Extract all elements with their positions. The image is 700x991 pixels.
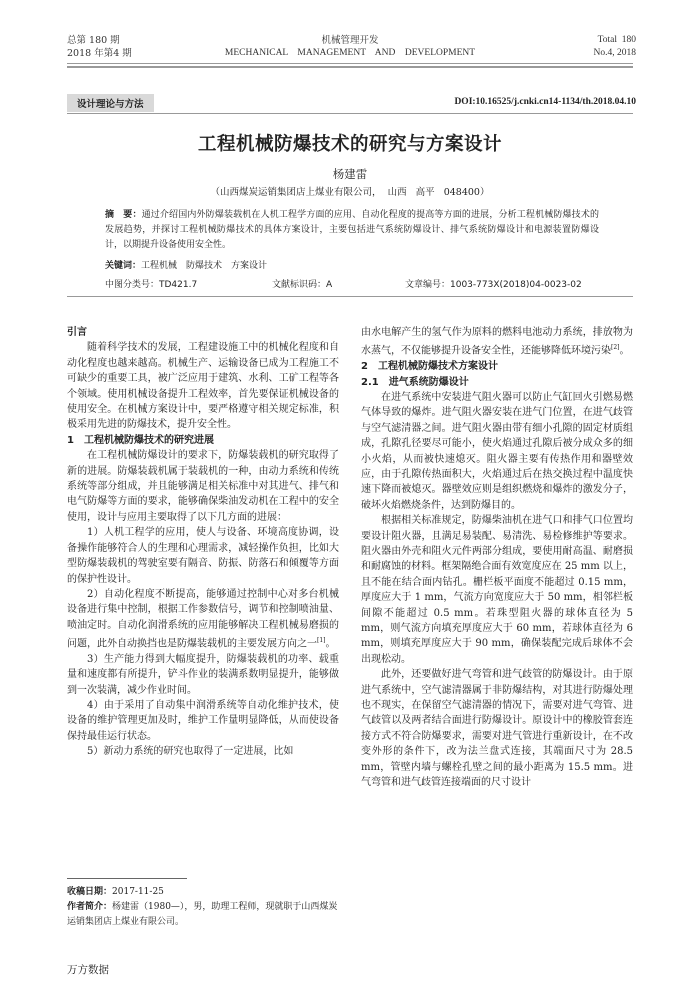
header-total <box>594 34 637 60</box>
list-item-2-end: 。 <box>325 638 336 650</box>
author-bio-text: 杨建雷（1980—），男，助理工程师，现就职于山西煤炭运销集团店上煤业有限公司。 <box>67 902 338 927</box>
section-tag: 设计理论与方法 <box>67 94 154 112</box>
wanfang-watermark: 万方数据 <box>67 964 109 976</box>
section2-1-heading: 2.1 进气系统防爆设计 <box>361 376 469 388</box>
list-item-4: 4）由于采用了自动集中润滑系统等自动化维护技术，使设备的维护管理更加及时，维护工作量明显降低，从而使设备保持最佳运行状态。 <box>67 700 339 742</box>
header-journal-en: MECHANICAL MANAGEMENT AND DEVELOPMENT <box>224 48 476 58</box>
abstract-label: 摘 要： <box>105 210 142 220</box>
received-value: 2017-11-25 <box>112 887 164 897</box>
received-label: 收稿日期： <box>67 887 113 897</box>
article-author: 杨建雷 <box>332 167 368 181</box>
author-bio-label: 作者简介： <box>67 902 113 912</box>
intake-paragraph-3: 此外，还要做好进气弯管和进气歧管的防爆设计。由于原进气系统中，空气滤清器属于非防爆结构，对其进行防爆处理也不现实，在保留空气滤清器的情况下，需要对进气弯管、进气歧管以及两者结合面进行防爆设计。原设计中的橡胶管套连接方式不符合防爆要求，需要对进气管进行重新设计，在不改变外形的条件下，改为法兰盘式连接，其端面尺寸为 28.5 mm，管壁内墙与螺栓孔壁之间的最小距离为 15.5 mm。进气弯管和进气歧管连接端面的尺寸设计 <box>361 669 633 789</box>
abstract-text: 通过介绍国内外防爆装载机在人机工程学方面的应用、自动化程度的提高等方面的进展，分析工程机械防爆技术的发展趋势，并探讨工程机械防爆技术的具体方案设计，主要包括进气系统防爆设计、排气系统防爆设计和电源装置防爆设计，以期提升设备使用安全性。 <box>105 210 599 250</box>
header-right-line1: Total 180 <box>597 35 636 45</box>
continuation-text: 由水电解产生的氢气作为原料的燃料电池动力系统，排放物为水蒸气，不仅能够提升设备安全性，还能够降低环境污染 <box>361 327 633 357</box>
header-rule-top <box>67 63 633 64</box>
intake-paragraph-1: 在进气系统中安装进气阻火器可以防止气缸回火引燃易燃气体导致的爆炸。进气阻火器安装在进气门位置，在进气歧管与空气滤清器之间。进气阻火器由带有细小孔隙的固定材质组成，孔隙孔径要尽可能小，使火焰通过孔隙后被分成众多的细小火焰，从而被快速熄灭。阻火器主要有传热作用和器壁效应，由于孔隙传热面积大，火焰通过后在热交换过程中温度快速下降而被熄灭。器壁效应则是组织燃烧和爆炸的激发分子，破坏火焰燃烧条件，达到防爆目的。 <box>361 391 633 511</box>
intake-paragraph-2: 根据相关标准规定，防爆柴油机在进气口和排气口位置均要设计阻火器，且满足易装配、易清洗、易检修维护等要求。阻火器由外壳和阻火元件两部分组成，要使用耐高温、耐磨损和耐腐蚀的材料。框架隔绝合面有效宽度应在 25 mm 以上，且不能在结合面内钻孔。栅栏板平面度不能超过 0.15 mm，厚度应大于 1 mm，气流方向宽度应大于 50 mm，相邻栏板间隙不能超过 0.5 mm。若珠型阻火器的球体直径为 5 mm，则气流方向填充厚度应大于 60 mm，若球体直径为 6 mm，则填充厚度应大于 90 mm，确保装配完成后球体不会出现松动。 <box>361 515 633 665</box>
abstract-rule <box>67 296 633 297</box>
intro-heading: 引言 <box>67 327 87 338</box>
footnote-rule <box>67 878 187 879</box>
header-rule-bottom <box>67 66 633 68</box>
header-right-line2: No.4, 2018 <box>593 48 636 58</box>
article-title: 工程机械防爆技术的研究与方案设计 <box>197 134 502 155</box>
keywords <box>105 258 267 271</box>
section1-heading: 1 工程机械防爆技术的研究进展 <box>67 434 214 446</box>
list-item-3: 3）生产能力得到大幅度提升，防爆装载机的功率、载重量和速度都有所提升，铲斗作业的装满系数明显提升，能够做到一次装满，减少作业时间。 <box>67 653 339 696</box>
author-affiliation: （山西煤炭运销集团店上煤业有限公司， 山西 高平 048400） <box>210 187 490 198</box>
continuation-end: 。 <box>619 345 630 357</box>
article-number: 文章编号：1003-773X(2018)04-0023-02 <box>405 280 582 290</box>
list-item-5: 5）新动力系统的研究也取得了一定进展，比如 <box>87 746 294 758</box>
abstract <box>105 208 599 253</box>
list-item-2 <box>67 587 339 652</box>
author-bio <box>67 900 339 930</box>
keywords-text: 工程机械 防爆技术 方案设计 <box>141 261 268 271</box>
doi-rule <box>67 113 633 114</box>
citation-1[interactable]: [1] <box>317 637 326 645</box>
right-column <box>361 325 633 791</box>
left-column <box>67 325 339 760</box>
intro-paragraph: 随着科学技术的发展，工程建设施工中的机械化程度和自动化程度也越来越高。机械生产、运输设备已成为工程施工不可缺少的重要工具，被广泛应用于建筑、水利、工矿工程等各个领域。使用机械设备提升工程效率，首先要保证机械设备的使用安全。在机械方案设计中，要严格遵守相关规定标准，积极采用先进的防爆技术，提升安全性。 <box>67 342 339 431</box>
list-item-1: 1）人机工程学的应用，使人与设备、环境高度协调，设备操作能够符合人的生理和心理需求，减轻操作负担，比如大型防爆装载机的驾驶室要有隔音、防振、防落石和倾覆等方面的保护性设计。 <box>67 527 339 585</box>
list-item-2-text: 2）自动化程度不断提高，能够通过控制中心对多台机械设备进行集中控制，根据工作参数信号，调节和控制喷油量、喷油定时。自动化润滑系统的应用能够解决工程机械易磨损的问题，此外自动换挡也是防爆装载机的主要发展方向之一 <box>67 588 339 650</box>
section2-heading: 2 工程机械防爆技术方案设计 <box>361 361 498 373</box>
keywords-label: 关键词： <box>105 261 142 271</box>
document-code: 文献标识码：A <box>272 280 333 290</box>
header-journal-cn: 机械管理开发 <box>321 35 379 46</box>
footnote <box>67 884 339 930</box>
section1-paragraph: 在工程机械防爆设计的要求下，防爆装载机的研究取得了新的进展。防爆装载机属于装载机的一种，由动力系统和传统系统等部分组成，并且能够满足相关标准中对其进气、排气和电气防爆等方面的要求，能够确保柴油发动机在工程中的安全使用，设计与应用主要取得了以下几方面的进展： <box>67 450 339 523</box>
continuation-paragraph <box>361 325 633 359</box>
clc-number: 中图分类号：TD421.7 <box>105 280 198 290</box>
doi: DOI:10.16525/j.cnki.cn14-1134/th.2018.04.10 <box>454 97 636 107</box>
received-date <box>67 884 339 900</box>
header-left-line1: 总第 180 期 <box>67 35 120 46</box>
citation-2[interactable]: [2] <box>611 344 620 352</box>
header-left-line2: 2018 年第4 期 <box>67 48 132 59</box>
